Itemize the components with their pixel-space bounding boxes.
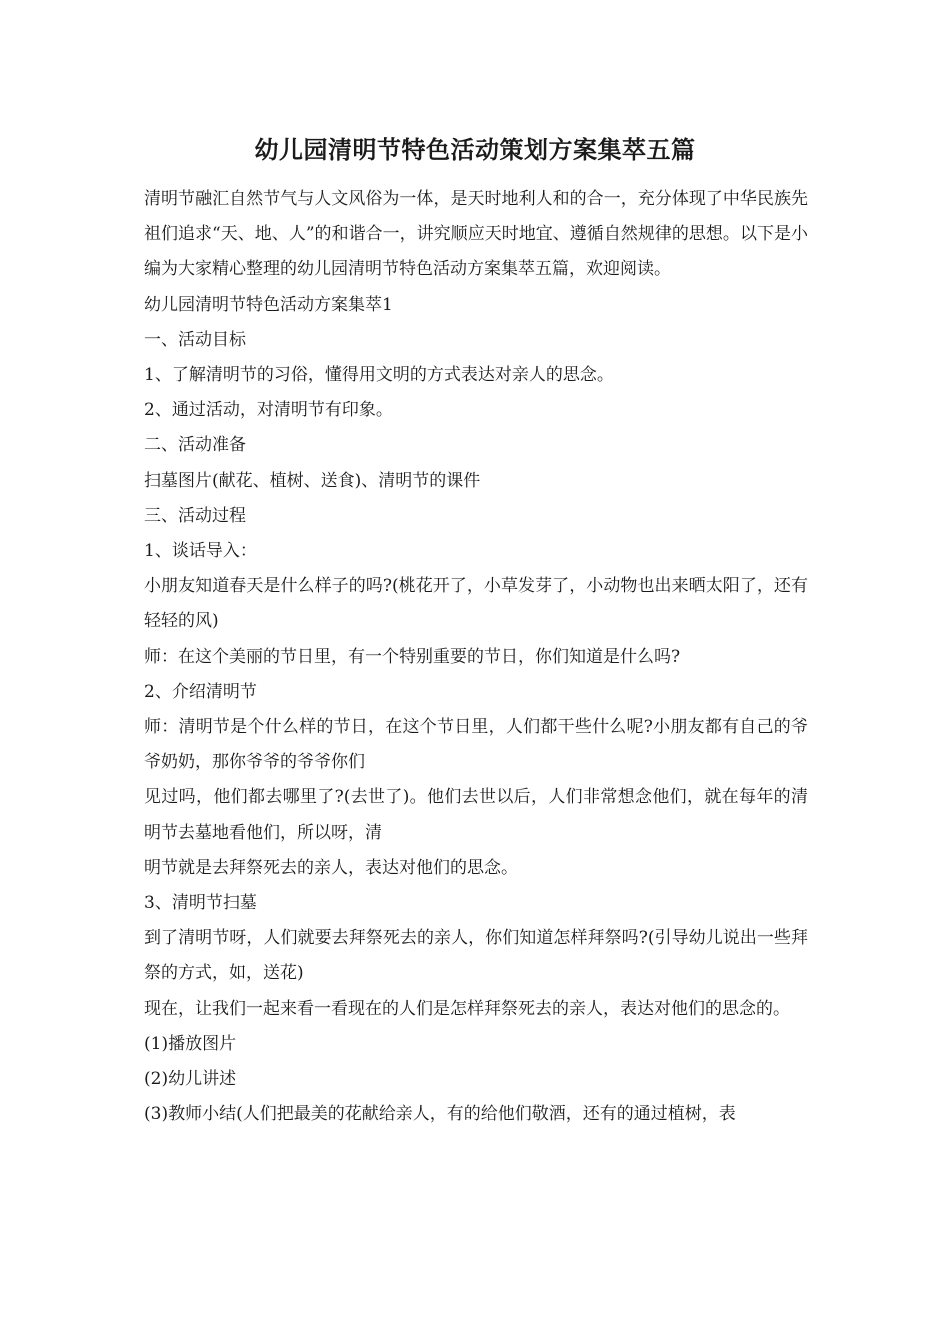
subheading-goals: 一、活动目标 <box>144 329 246 350</box>
paragraph: 3、清明节扫墓 <box>144 893 257 914</box>
paragraph: 2、通过活动，对清明节有印象。 <box>144 400 393 421</box>
document-title: 幼儿园清明节特色活动策划方案集萃五篇 <box>254 135 696 164</box>
paragraph: 明节就是去拜祭死去的亲人，表达对他们的思念。 <box>144 857 518 878</box>
paragraph: 现在，让我们一起来看一看现在的人们是怎样拜祭死去的亲人，表达对他们的思念的。 <box>144 998 790 1019</box>
paragraph: 扫墓图片(献花、植树、送食)、清明节的课件 <box>144 470 481 491</box>
paragraph: 1、了解清明节的习俗，懂得用文明的方式表达对亲人的思念。 <box>144 365 614 386</box>
paragraph: 小朋友知道春天是什么样子的吗?(桃花开了，小草发芽了，小动物也出来晒太阳了，还有轻轻的风) <box>144 576 808 632</box>
paragraph: 见过吗，他们都去哪里了?(去世了)。他们去世以后，人们非常想念他们，就在每年的清明节去墓地看他们，所以呀，清 <box>144 787 808 843</box>
paragraph: 到了清明节呀，人们就要去拜祭死去的亲人，你们知道怎样拜祭吗?(引导幼儿说出一些拜祭的方式，如，送花) <box>144 928 808 984</box>
subheading-preparation: 二、活动准备 <box>144 435 246 456</box>
paragraph: 师：在这个美丽的节日里，有一个特别重要的节日，你们知道是什么吗? <box>144 646 681 667</box>
paragraph: 2、介绍清明节 <box>144 681 257 702</box>
paragraph: 师：清明节是个什么样的节日，在这个节日里，人们都干些什么呢?小朋友都有自己的爷爷奶奶，那你爷爷的爷爷你们 <box>144 717 808 773</box>
intro-paragraph: 清明节融汇自然节气与人文风俗为一体，是天时地利人和的合一，充分体现了中华民族先祖们追求“天、地、人”的和谐合一，讲究顺应天时地宜、遵循自然规律的思想。以下是小编为大家精心整理的幼儿园清明节特色活动方案集萃五篇，欢迎阅读。 <box>144 189 808 280</box>
paragraph: (2)幼儿讲述 <box>144 1069 237 1090</box>
paragraph: (1)播放图片 <box>144 1033 237 1054</box>
section-heading: 幼儿园清明节特色活动方案集萃1 <box>144 294 393 315</box>
paragraph: 1、谈话导入： <box>144 541 257 562</box>
document-body <box>144 182 808 1132</box>
paragraph: (3)教师小结(人们把最美的花献给亲人，有的给他们敬酒，还有的通过植树，表 <box>144 1104 736 1125</box>
subheading-process: 三、活动过程 <box>144 505 246 526</box>
